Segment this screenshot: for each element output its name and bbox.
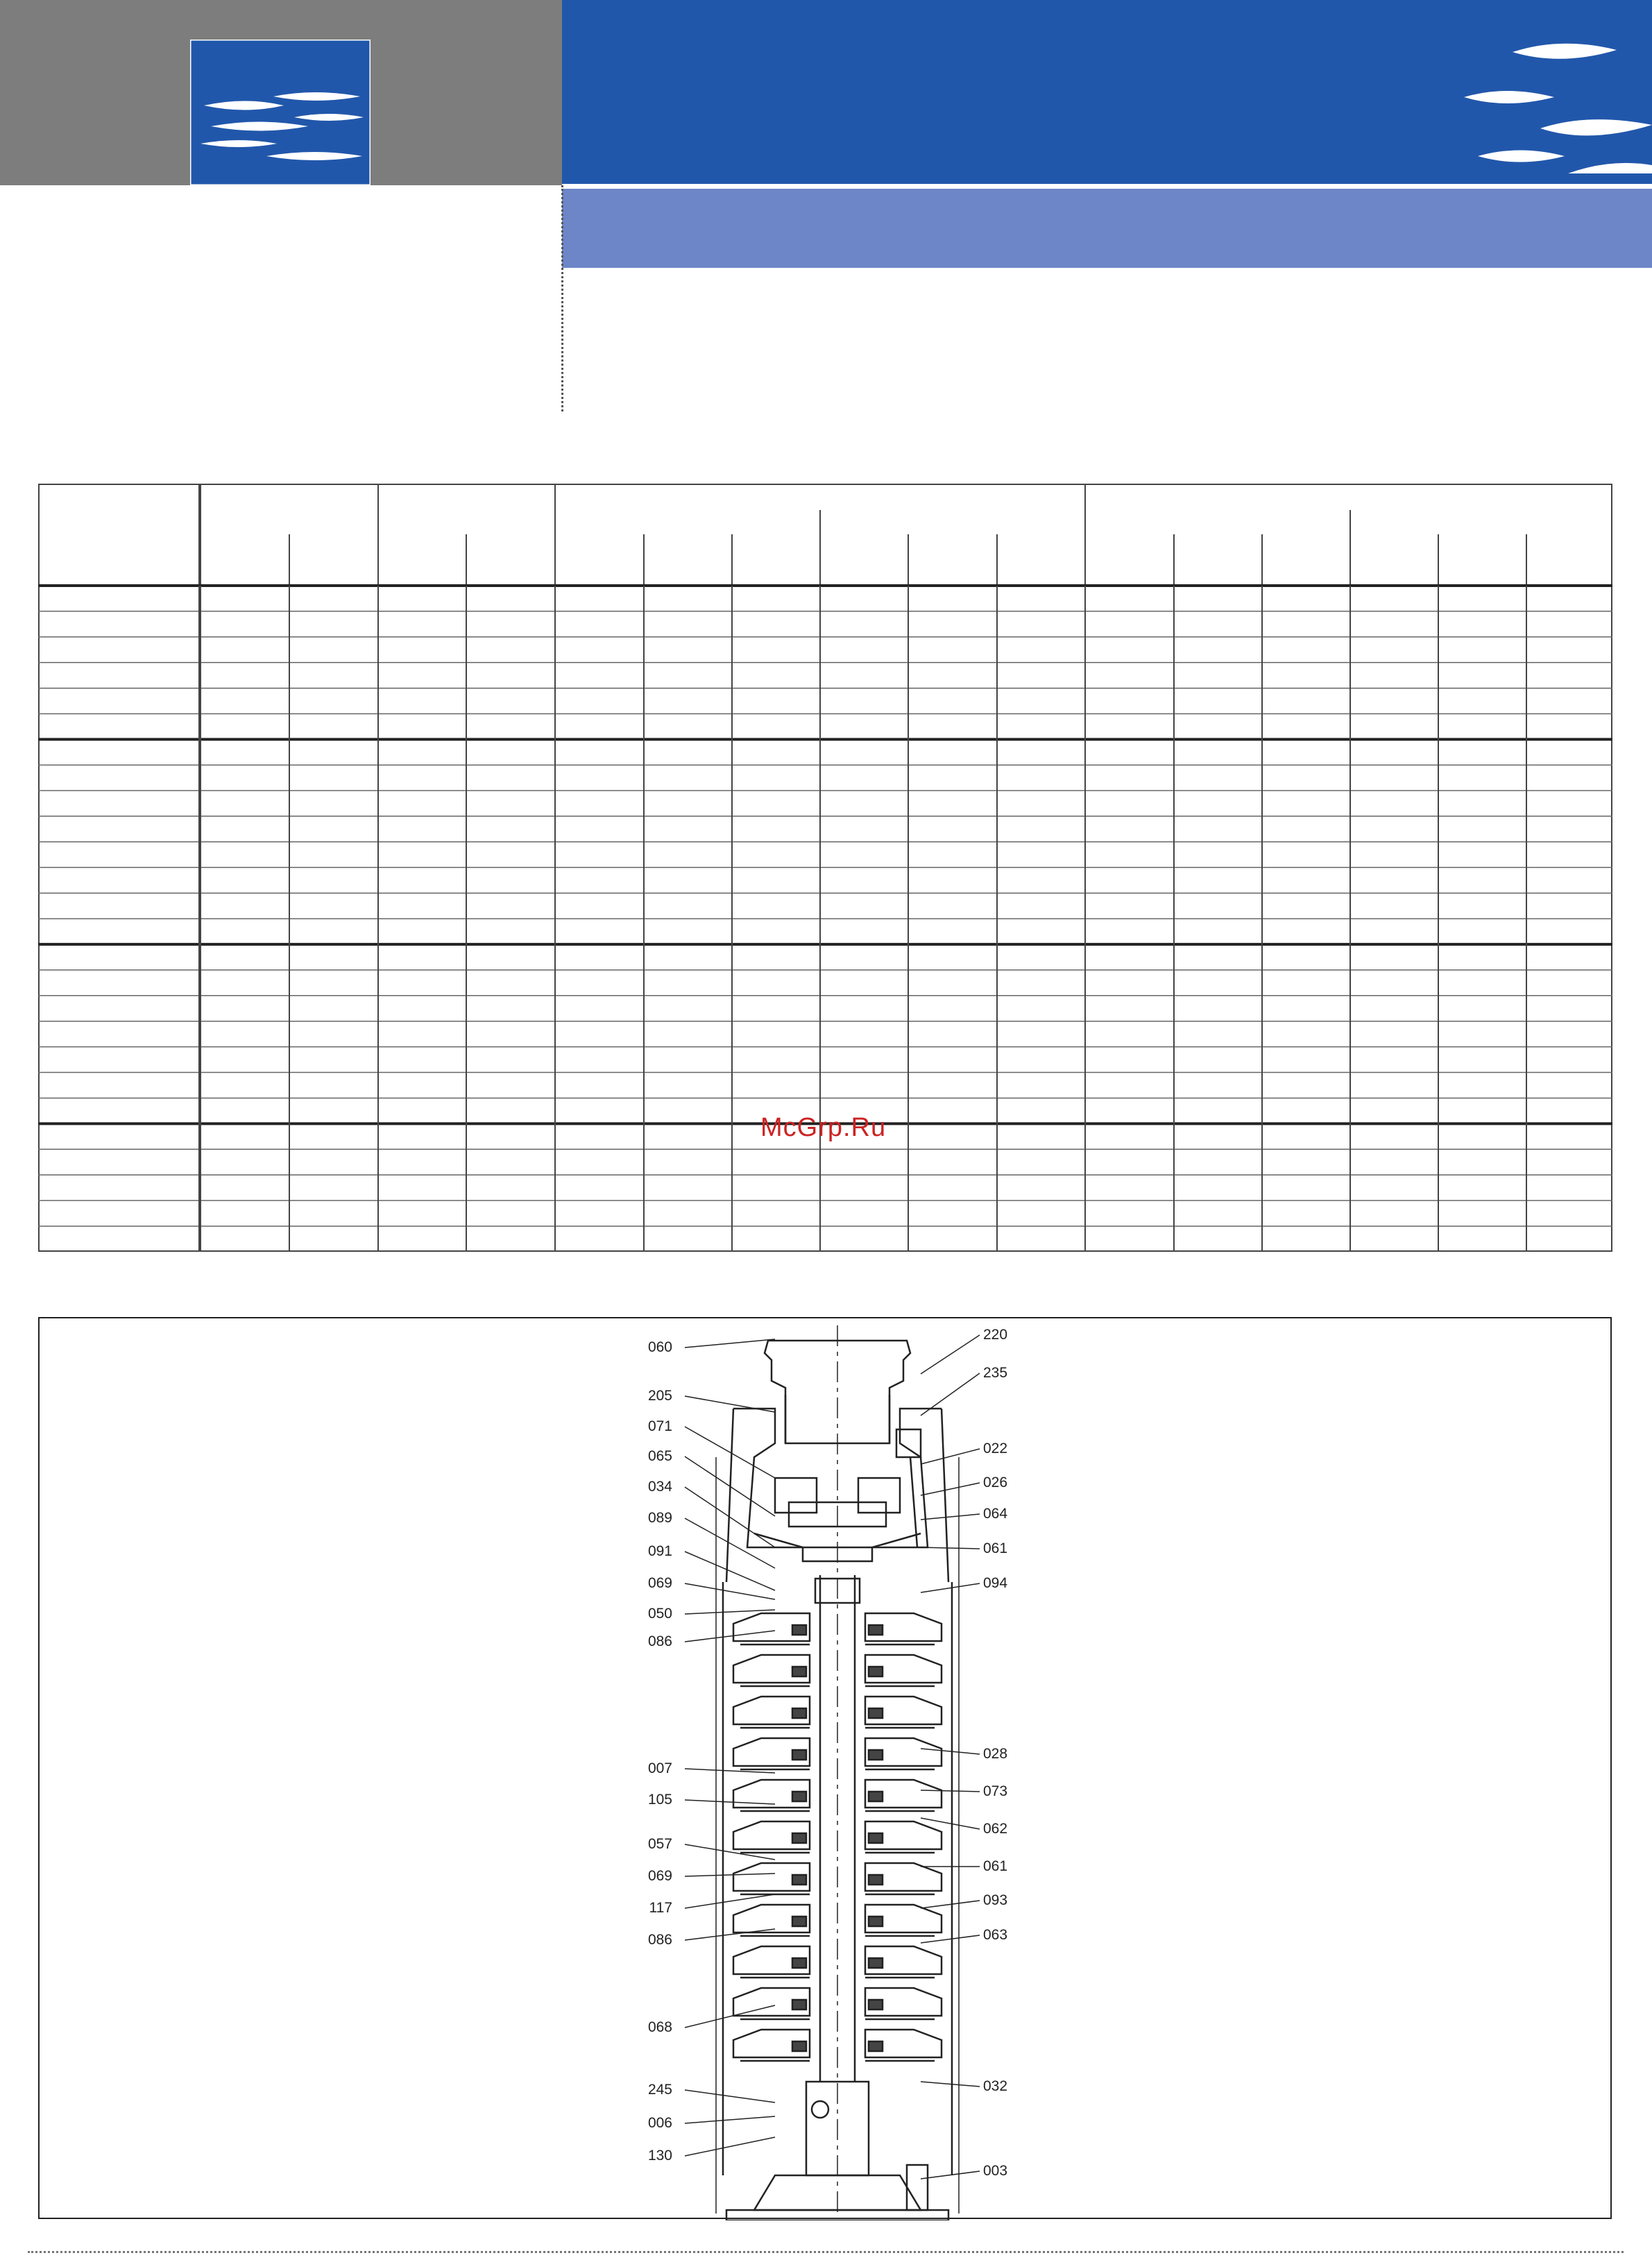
pump-cross-section xyxy=(40,1318,1613,2220)
part-label: 235 xyxy=(983,1365,1008,1381)
part-label: 069 xyxy=(647,1575,672,1591)
part-label: 091 xyxy=(647,1543,672,1559)
leader-line xyxy=(921,1514,980,1520)
part-label: 034 xyxy=(647,1479,672,1495)
leader-line xyxy=(685,2116,775,2123)
part-label: 205 xyxy=(647,1388,672,1404)
leader-line xyxy=(685,1396,775,1412)
leader-line xyxy=(685,1552,775,1590)
leader-line xyxy=(921,1449,980,1464)
watermark-text: McGrp.Ru xyxy=(760,1113,887,1142)
leader-line xyxy=(685,2090,775,2102)
header-subtitle-band xyxy=(562,189,1652,268)
leader-line xyxy=(685,2137,775,2156)
part-label: 061 xyxy=(983,1540,1008,1556)
leader-line xyxy=(685,1518,775,1568)
leader-line xyxy=(921,1547,980,1549)
part-label: 007 xyxy=(647,1760,672,1776)
part-label: 003 xyxy=(983,2163,1008,2179)
part-label: 057 xyxy=(647,1836,672,1852)
part-label: 089 xyxy=(647,1510,672,1526)
part-label: 117 xyxy=(649,1900,672,1916)
footer-divider xyxy=(28,2251,1624,2253)
part-label: 086 xyxy=(647,1932,672,1948)
part-label: 028 xyxy=(983,1746,1008,1762)
leader-line xyxy=(685,1800,775,1804)
part-label: 060 xyxy=(647,1339,672,1355)
part-label: 006 xyxy=(647,2115,672,2131)
leader-line xyxy=(921,2171,980,2179)
leader-line xyxy=(921,1901,980,1908)
part-label: 245 xyxy=(647,2082,672,2098)
leader-line xyxy=(685,1583,775,1599)
leader-line xyxy=(685,1874,775,1876)
part-label: 062 xyxy=(983,1821,1008,1837)
leader-line xyxy=(921,1583,980,1592)
header-wave-graphic xyxy=(1450,21,1652,173)
part-label: 061 xyxy=(983,1858,1008,1874)
pump-drawing-frame xyxy=(38,1317,1612,2219)
brand-name: EBARA xyxy=(200,187,361,230)
leader-line xyxy=(685,1929,775,1940)
leader-line xyxy=(921,1483,980,1495)
part-label: 022 xyxy=(983,1441,1008,1456)
part-label: 130 xyxy=(647,2148,672,2164)
ebara-logo xyxy=(190,40,371,230)
part-label: 068 xyxy=(647,2019,672,2035)
part-label: 065 xyxy=(647,1448,672,1464)
leader-line xyxy=(685,1631,775,1642)
leader-line xyxy=(921,1749,980,1754)
leader-line xyxy=(921,1335,980,1374)
leader-line xyxy=(921,1790,980,1792)
part-label: 220 xyxy=(983,1327,1008,1343)
part-label: 073 xyxy=(983,1783,1008,1799)
part-label: 094 xyxy=(983,1575,1008,1591)
leader-line xyxy=(685,1339,775,1348)
part-label: 063 xyxy=(983,1927,1008,1943)
part-label: 105 xyxy=(647,1792,672,1808)
part-label: 050 xyxy=(647,1606,672,1622)
part-label: 069 xyxy=(647,1868,672,1884)
leader-line xyxy=(921,2082,980,2087)
part-label: 026 xyxy=(983,1475,1008,1490)
leader-line xyxy=(921,1373,980,1416)
part-label: 032 xyxy=(983,2078,1008,2094)
leader-line xyxy=(685,1894,775,1908)
part-label: 064 xyxy=(983,1506,1008,1522)
header-divider xyxy=(561,185,563,411)
part-label: 093 xyxy=(983,1892,1008,1908)
part-label: 071 xyxy=(647,1418,672,1434)
part-label: 086 xyxy=(647,1633,672,1649)
